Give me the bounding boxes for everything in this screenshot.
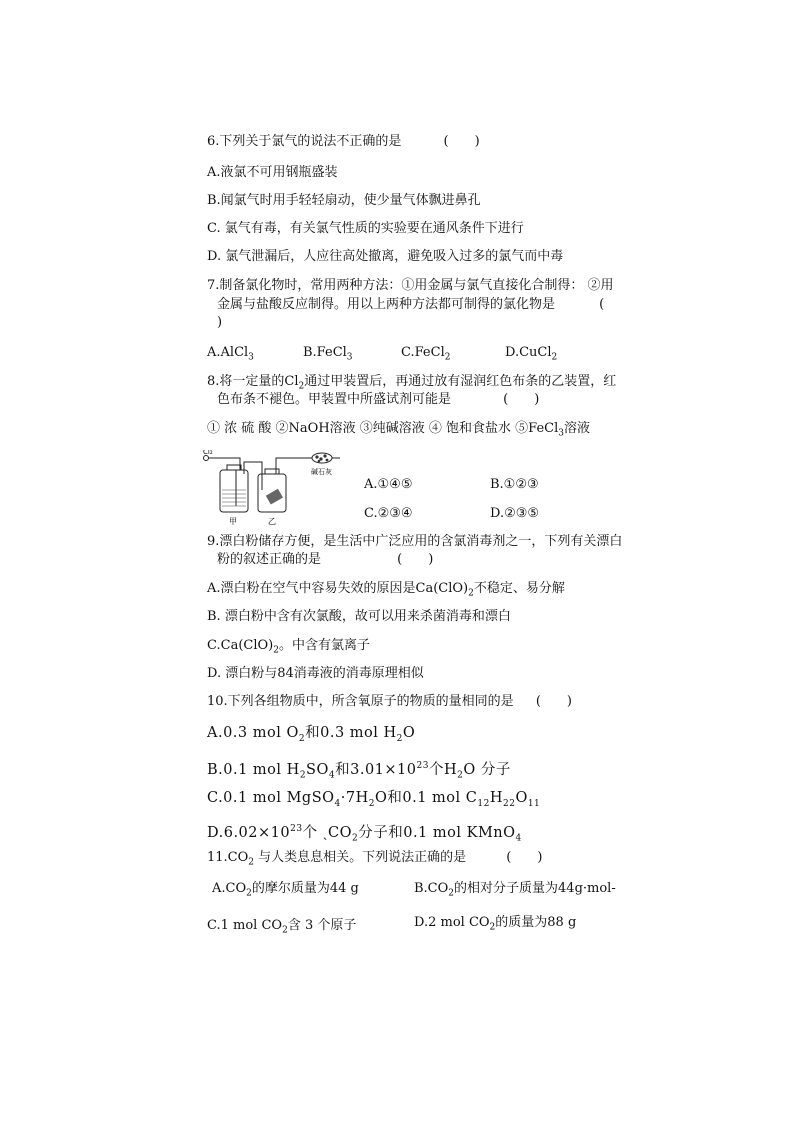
q6-answer-paren: ( ) <box>443 134 480 149</box>
q9-stem-line1: 9.漂白粉储存方便，是生活中广泛应用的含氯消毒剂之一，下列有关漂白 <box>207 534 623 549</box>
q8-stem-line2: 色布条不褪色。甲装置中所盛试剂可能是 ( ) <box>217 392 540 407</box>
q11-option-b: $B.CO_2$的相对分子质量为44g·mol- <box>414 881 616 899</box>
q6-option-d: D. 氯气泄漏后，人应往高处撤离，避免吸入过多的氯气而中毒 <box>207 249 564 264</box>
q8-option-d: D.②③⑤ <box>490 506 540 521</box>
q7-option-c: C.FeCl$_2$ <box>401 345 451 363</box>
q7-paren-close: ) <box>217 315 223 330</box>
q6-stem: 6.下列关于氯气的说法不正确的是 ( ) <box>207 134 480 149</box>
q6-option-c: C. 氯气有毒，有关氯气性质的实验要在通风条件下进行 <box>207 221 524 236</box>
q9-option-a: A.漂白粉在空气中容易失效的原因是$Ca(ClO)_2$不稳定、易分解 <box>207 581 565 599</box>
fig-label-jia: 甲 <box>229 517 237 526</box>
q10-option-b: B.0.1 mol $H_2SO_4$和$3.01\times 10^{23}$个$H_2O$ 分子 <box>207 761 511 781</box>
q11-option-a: $A.CO_2$的摩尔质量为44 g <box>212 881 359 899</box>
q8-option-b: B.①②③ <box>490 477 539 492</box>
q9-option-c: $C.Ca(ClO)_2$。中含有氯离子 <box>207 638 370 656</box>
q10-option-a: A.0.3 mol $O_2$和0.3 mol $H_2O$ <box>207 725 416 744</box>
q11-option-c: C.1 mol $CO_2$含 3 个原子 <box>207 918 357 936</box>
q9-stem-line2: 粉的叙述正确的是 ( ) <box>217 552 434 567</box>
q6-option-a: A.液氯不可用钢瓶盛装 <box>207 165 338 180</box>
fig-inlet-label: Cl₂ <box>203 450 213 456</box>
q7-option-b: B.FeCl$_3$ <box>303 345 353 363</box>
q10-stem: 10.下列各组物质中，所含氧原子的物质的量相同的是 ( ) <box>207 694 572 709</box>
q7-stem-line1: 7.制备氯化物时，常用两种方法：①用金属与氯气直接化合制得： ②用 <box>207 278 614 293</box>
fig-label-yi: 乙 <box>268 517 276 526</box>
q11-stem: $11.CO_2$ 与人类息息相关。下列说法正确的是 ( ) <box>207 850 543 868</box>
gas-apparatus-figure <box>200 450 352 528</box>
q7-option-a: A.AlCl$_3$ <box>207 345 254 363</box>
q8-reagent-list: ① 浓 硫 酸 ②NaOH溶液 ③纯碱溶液 ④ 饱和食盐水 ⑤FeCl$_3$溶液 <box>207 421 591 439</box>
q7-option-d: D.CuCl$_2$ <box>505 345 558 363</box>
q6-option-b: B.闻氯气时用手轻轻扇动，使少量气体飘进鼻孔 <box>207 193 481 208</box>
q9-option-d: D. 漂白粉与84消毒液的消毒原理相似 <box>207 666 424 681</box>
q8-stem-line1: 8.将一定量的$Cl_2$通过甲装置后，再通过放有湿润红色布条的乙装置，红 <box>207 374 617 392</box>
q8-option-c: C.②③④ <box>364 506 413 521</box>
fig-label-soda-lime: 碱石灰 <box>311 468 332 476</box>
q11-option-d: D.2 mol $CO_2$的质量为88 g <box>414 915 577 933</box>
q10-option-c: C.0.1 mol $MgSO_4\cdot 7H_2O$和0.1 mol $C_{12}H_{22}O_{11}$ <box>207 790 541 809</box>
q7-stem-line2: 金属与盐酸反应制得。用以上两种方法都可制得的氯化物是 ( <box>217 297 605 312</box>
q9-option-b: B. 漂白粉中含有次氯酸，故可以用来杀菌消毒和漂白 <box>207 609 511 624</box>
q10-option-d: $D.6.02\times 10^{23}$个 ˏCO$_2$分子和0.1 mol KMnO$_4$ <box>207 824 522 844</box>
q8-option-a: A.①④⑤ <box>364 477 413 492</box>
